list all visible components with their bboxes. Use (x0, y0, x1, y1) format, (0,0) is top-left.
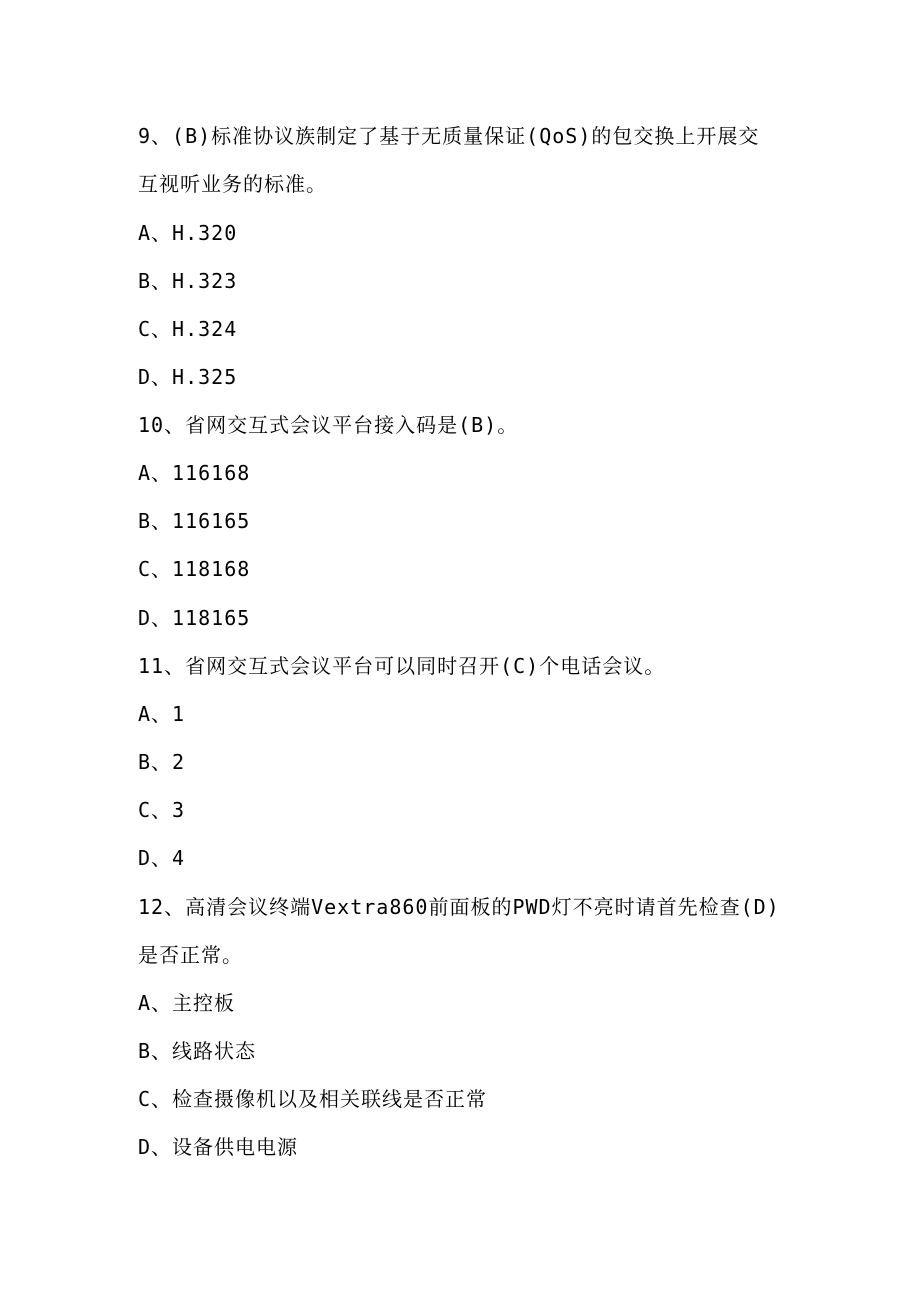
question-12-option-d: D、设备供电电源 (138, 1135, 299, 1159)
question-10-option-c: C、118168 (138, 557, 251, 581)
question-12-option-c: C、检查摄像机以及相关联线是否正常 (138, 1087, 488, 1111)
question-10-option-b: B、116165 (138, 509, 251, 533)
question-9-option-c: C、H.324 (138, 317, 238, 341)
question-10-option-a: A、116168 (138, 461, 251, 485)
question-11-stem-line-1: 11、省网交互式会议平台可以同时召开(C)个电话会议。 (138, 654, 666, 678)
question-10-option-d: D、118165 (138, 606, 251, 630)
question-11-option-a: A、1 (138, 702, 186, 726)
question-9-stem-line-2: 互视听业务的标准。 (138, 172, 327, 196)
question-9-option-b: B、H.323 (138, 269, 238, 293)
question-10-stem-line-1: 10、省网交互式会议平台接入码是(B)。 (138, 413, 519, 437)
question-11-option-b: B、2 (138, 750, 186, 774)
question-11-option-d: D、4 (138, 846, 186, 870)
question-12-stem-line-1: 12、高清会议终端Vextra860前面板的PWD灯不亮时请首先检查(D) (138, 895, 780, 919)
question-11-option-c: C、3 (138, 798, 186, 822)
question-12-stem-line-2: 是否正常。 (138, 943, 243, 967)
question-9-stem-line-1: 9、(B)标准协议族制定了基于无质量保证(QoS)的包交换上开展交 (138, 124, 760, 148)
question-12-option-a: A、主控板 (138, 991, 236, 1015)
question-12-option-b: B、线路状态 (138, 1039, 257, 1063)
question-9-option-a: A、H.320 (138, 221, 238, 245)
question-9-option-d: D、H.325 (138, 365, 238, 389)
